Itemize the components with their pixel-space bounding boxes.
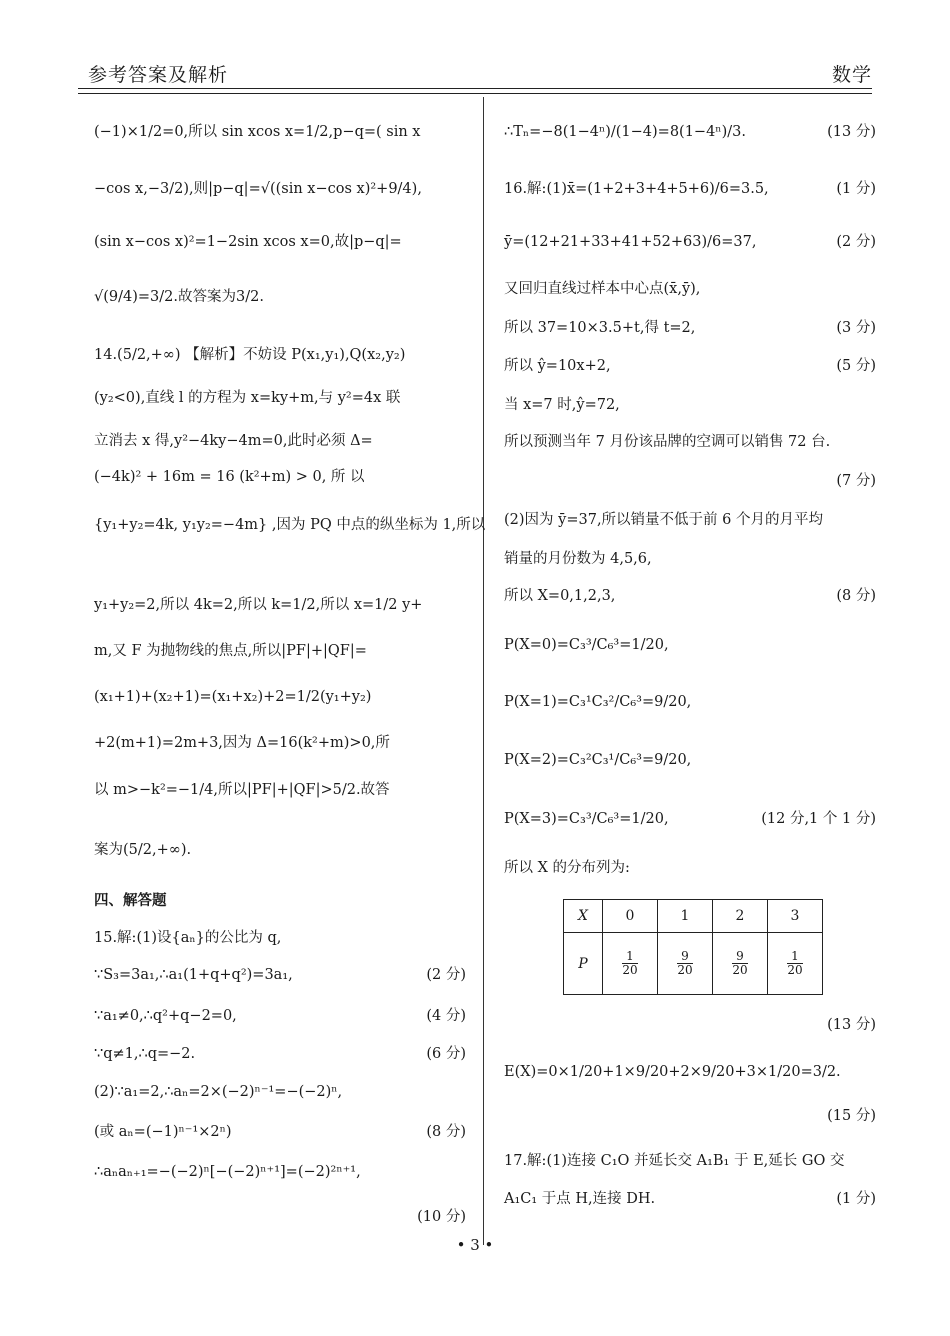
score-label: (5 分): [836, 358, 876, 374]
score-label: (12 分,1 个 1 分): [761, 811, 876, 827]
line-text: y₁+y₂=2,所以 4k=2,所以 k=1/2,所以 x=1/2 y+: [94, 597, 423, 613]
line-text: 案为(5/2,+∞).: [94, 842, 192, 858]
line-text: 14.(5/2,+∞) 【解析】不妨设 P(x₁,y₁),Q(x₂,y₂): [94, 347, 406, 363]
line-text: m,又 F 为抛物线的焦点,所以|PF|+|QF|=: [94, 643, 367, 659]
line-text: ∵S₃=3a₁,∴a₁(1+q+q²)=3a₁,: [94, 967, 293, 983]
line-text: P(X=0)=C₃³/C₆³=1/20,: [504, 637, 669, 653]
line-text: ∵a₁≠0,∴q²+q−2=0,: [94, 1008, 237, 1024]
line-text: 又回归直线过样本中心点(x̄,ȳ),: [504, 281, 701, 297]
line-text: (或 aₙ=(−1)ⁿ⁻¹×2ⁿ): [94, 1124, 232, 1140]
p-denominator: 20: [622, 963, 638, 977]
line-text: P(X=2)=C₃²C₃¹/C₆³=9/20,: [504, 752, 692, 768]
line-text: P(X=1)=C₃¹C₃²/C₆³=9/20,: [504, 694, 692, 710]
p-numerator: 1: [787, 950, 802, 964]
score-label: (13 分): [827, 124, 876, 140]
x-value: 0: [603, 900, 658, 933]
line-text: P(X=3)=C₃³/C₆³=1/20,: [504, 811, 669, 827]
p-numerator: 1: [622, 950, 637, 964]
score-label: (8 分): [836, 588, 876, 604]
p-denominator: 20: [677, 963, 693, 977]
score-label: (13 分): [827, 1017, 876, 1033]
x-value: 1: [657, 900, 712, 933]
score-label: (6 分): [426, 1046, 466, 1062]
distribution-table: [563, 899, 823, 995]
line-text: 立消去 x 得,y²−4ky−4m=0,此时必须 Δ=: [94, 433, 373, 449]
line-text: 所以 37=10×3.5+t,得 t=2,: [504, 320, 696, 336]
x-value: 2: [712, 900, 767, 933]
p-denominator: 20: [787, 963, 803, 977]
line-text: (−4k)² + 16m = 16 (k²+m) > 0, 所 以: [94, 469, 365, 485]
line-text: ∵q≠1,∴q=−2.: [94, 1046, 196, 1062]
header-subject: 数学: [831, 64, 872, 86]
line-text: 当 x=7 时,ŷ=72,: [504, 397, 620, 413]
x-value: 3: [767, 900, 822, 933]
line-text: (2)因为 ȳ=37,所以销量不低于前 6 个月的月平均: [504, 512, 823, 528]
score-label: (10 分): [417, 1209, 466, 1225]
line-text: +2(m+1)=2m+3,因为 Δ=16(k²+m)>0,所: [94, 735, 390, 751]
row-label-x: X: [564, 900, 603, 933]
line-text: 15.解:(1)设{aₙ}的公比为 q,: [94, 930, 282, 946]
line-text: (−1)×1/2=0,所以 sin xcos x=1/2,p−q=( sin x: [94, 124, 421, 140]
p-value: [657, 933, 712, 995]
line-text: 以 m>−k²=−1/4,所以|PF|+|QF|>5/2.故答: [94, 782, 390, 798]
score-label: (3 分): [836, 320, 876, 336]
line-text: ȳ=(12+21+33+41+52+63)/6=37,: [504, 234, 757, 250]
score-label: (2 分): [426, 967, 466, 983]
score-label: (2 分): [836, 234, 876, 250]
page-header: [88, 58, 872, 86]
line-text: 所以 ŷ=10x+2,: [504, 358, 611, 374]
row-label-p: P: [564, 933, 603, 995]
line-text: ∴Tₙ=−8(1−4ⁿ)/(1−4)=8(1−4ⁿ)/3.: [504, 124, 746, 140]
line-text: 所以预测当年 7 月份该品牌的空调可以销售 72 台.: [504, 434, 831, 450]
line-text: (x₁+1)+(x₂+1)=(x₁+x₂)+2=1/2(y₁+y₂): [94, 689, 372, 705]
p-value: [767, 933, 822, 995]
header-rule-thick: [78, 88, 872, 89]
score-label: (1 分): [836, 1191, 876, 1207]
line-text: −cos x,−3/2),则|p−q|=√((sin x−cos x)²+9/4),: [94, 181, 422, 197]
line-text: 销量的月份数为 4,5,6,: [504, 551, 652, 567]
p-numerator: 9: [732, 950, 747, 964]
header-title: 参考答案及解析: [88, 64, 229, 86]
line-text: 四、解答题: [94, 892, 167, 909]
line-text: (2)∵a₁=2,∴aₙ=2×(−2)ⁿ⁻¹=−(−2)ⁿ,: [94, 1084, 343, 1100]
score-label: (7 分): [836, 473, 876, 489]
line-text: ∴aₙaₙ₊₁=−(−2)ⁿ[−(−2)ⁿ⁺¹]=(−2)²ⁿ⁺¹,: [94, 1164, 361, 1180]
score-label: (1 分): [836, 181, 876, 197]
line-text: E(X)=0×1/20+1×9/20+2×9/20+3×1/20=3/2.: [504, 1064, 841, 1080]
p-denominator: 20: [732, 963, 748, 977]
score-label: (15 分): [827, 1108, 876, 1124]
line-text: (sin x−cos x)²=1−2sin xcos x=0,故|p−q|=: [94, 234, 402, 250]
header-rule-thin: [78, 93, 872, 94]
table-row-p: [564, 933, 823, 995]
table-row-x: [564, 900, 823, 933]
line-text: 16.解:(1)x̄=(1+2+3+4+5+6)/6=3.5,: [504, 181, 769, 197]
line-text: 所以 X 的分布列为:: [504, 860, 630, 876]
score-label: (8 分): [426, 1124, 466, 1140]
column-divider: [483, 97, 484, 1245]
line-text: {y₁+y₂=4k, y₁y₂=−4m} ,因为 PQ 中点的纵坐标为 1,所以: [94, 517, 486, 533]
line-text: 17.解:(1)连接 C₁O 并延长交 A₁B₁ 于 E,延长 GO 交: [504, 1153, 845, 1169]
line-text: √(9/4)=3/2.故答案为3/2.: [94, 289, 264, 305]
page-number: • 3 •: [456, 1236, 494, 1254]
line-text: 所以 X=0,1,2,3,: [504, 588, 616, 604]
line-text: (y₂<0),直线 l 的方程为 x=ky+m,与 y²=4x 联: [94, 390, 401, 406]
line-text: A₁C₁ 于点 H,连接 DH.: [504, 1191, 656, 1207]
score-label: (4 分): [426, 1008, 466, 1024]
p-value: [603, 933, 658, 995]
p-numerator: 9: [677, 950, 692, 964]
p-value: [712, 933, 767, 995]
